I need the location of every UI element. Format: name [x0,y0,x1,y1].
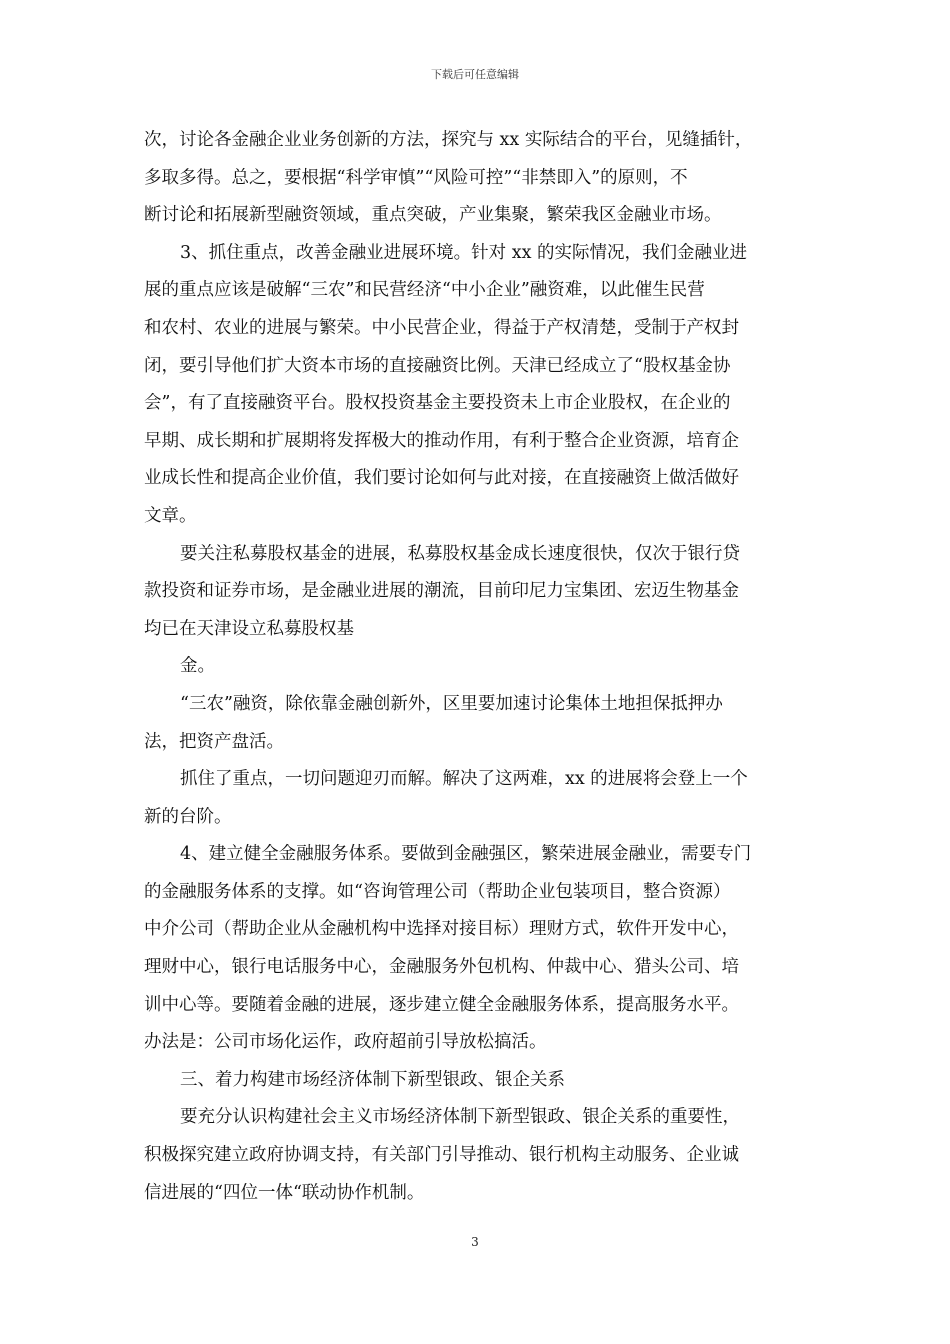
page-number: 3 [471,1235,479,1249]
text-line: 积极探究建立政府协调支持，有关部门引导推动、银行机构主动服务、企业诚 [144,1145,739,1166]
text-line: “三农”融资，除依靠金融创新外，区里要加速讨论集体土地担保抵押办 [180,693,723,714]
text-line: 要充分认识构建社会主义市场经济体制下新型银政、银企关系的重要性， [180,1107,740,1128]
text-line: 理财中心，银行电话服务中心，金融服务外包机构、仲裁中心、猎头公司、培 [144,957,739,978]
text-line: 4、建立健全金融服务体系。要做到金融强区，繁荣进展金融业，需要专门 [180,844,752,865]
text-line: 多取多得。总之，要根据“科学审慎”“风险可控”“非禁即入”的原则，不 [144,167,688,188]
text-line: 展的重点应该是破解“三农”和民营经济“中小企业”融资难，以此催生民营 [144,280,705,301]
text-line: 抓住了重点，一切问题迎刃而解。解决了这两难，xx 的进展将会登上一个 [180,769,748,790]
text-line: 3、抓住重点，改善金融业进展环境。针对 xx 的实际情况，我们金融业进 [180,242,747,263]
text-line: 的金融服务体系的支撑。如“咨询管理公司（帮助企业包装项目，整合资源） [144,881,731,902]
text-line: 办法是：公司市场化运作，政府超前引导放松搞活。 [144,1032,547,1053]
text-line: 新的台阶。 [144,806,232,827]
text-line: 信进展的“四位一体“联动协作机制。 [144,1182,425,1203]
text-line: 法，把资产盘活。 [144,731,284,752]
page-header: 下载后可任意编辑 [431,68,519,81]
text-line: 均已在天津设立私募股权基 [144,618,354,639]
text-line: 和农村、农业的进展与繁荣。中小民营企业，得益于产权清楚，受制于产权封 [144,317,739,338]
text-line: 三、着力构建市场经济体制下新型银政、银企关系 [180,1069,565,1090]
text-line: 要关注私募股权基金的进展，私募股权基金成长速度很快，仅次于银行贷 [180,543,740,564]
text-line: 次，讨论各金融企业业务创新的方法，探究与 xx 实际结合的平台，见缝插针， [144,130,753,150]
text-line: 会”，有了直接融资平台。股权投资基金主要投资未上市企业股权，在企业的 [144,393,731,414]
text-line: 闭，要引导他们扩大资本市场的直接融资比例。天津已经成立了“股权基金协 [144,355,731,376]
document-body [144,122,808,1212]
text-line: 中介公司（帮助企业从金融机构中选择对接目标）理财方式，软件开发中心， [144,919,739,940]
text-line: 断讨论和拓展新型融资领域，重点突破，产业集聚，繁荣我区金融业市场。 [144,205,722,226]
text-line: 早期、成长期和扩展期将发挥极大的推动作用，有利于整合企业资源，培育企 [144,430,739,451]
text-line: 文章。 [144,505,197,526]
text-line: 金。 [180,656,215,677]
text-line: 款投资和证券市场，是金融业进展的潮流，目前印尼力宝集团、宏迈生物基金 [144,581,739,602]
text-line: 训中心等。要随着金融的进展，逐步建立健全金融服务体系，提高服务水平。 [144,994,739,1015]
text-line: 业成长性和提高企业价值，我们要讨论如何与此对接，在直接融资上做活做好 [144,468,739,489]
